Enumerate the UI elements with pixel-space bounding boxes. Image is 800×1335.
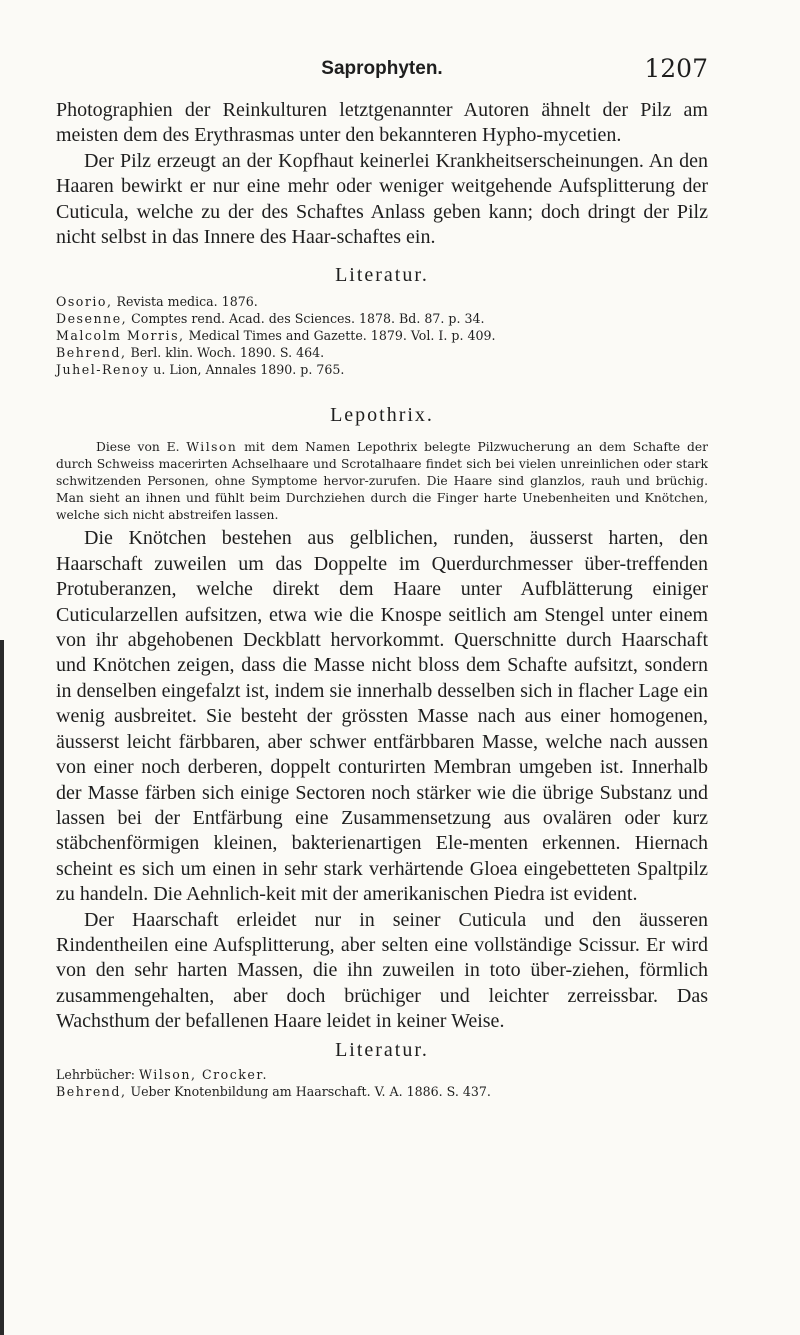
scan-edge (0, 640, 4, 1335)
paragraph: Photographien der Reinkulturen letztgenannter Autoren ähnelt der Pilz am meisten dem des Erythrasmas unter den bekannteren Hypho-mycetien. (56, 99, 708, 147)
reference: Lehrbücher: Wilson, Crocker. (56, 1066, 268, 1082)
section-heading: Literatur. (335, 264, 429, 287)
paragraph: Der Pilz erzeugt an der Kopfhaut keinerlei Krankheitserscheinungen. An den Haaren bewirkt er nur eine mehr oder weniger weitgehende Aufsplitterung der Cuticula, welche zu der des Schaftes Anlass geben kann; doch dringt der Pilz nicht selbst in das Innere des Haar-schaftes ein. (56, 149, 708, 249)
intro-paragraph: Diese von E. Wilson mit dem Namen Lepothrix belegte Pilzwucherung an dem Schafte der durch Schweiss macerirten Achselhaare und Scrotalhaare findet sich bei vielen unreinlichen oder stark schwitzenden Personen, ohne Symptome hervor-zurufen. Die Haare sind glanzlos, rauh und brüchig. Man sieht an ihnen und fühlt beim Durchziehen durch die Finger harte Unebenheiten und Knötchen, welche sich nicht abstreifen lassen. (56, 440, 708, 523)
running-title: Saprophyten. (321, 58, 443, 79)
reference: Juhel-Renoy u. Lion, Annales 1890. p. 765. (56, 362, 345, 378)
section-heading: Lepothrix. (330, 404, 434, 427)
page-number: 1207 (644, 54, 708, 83)
reference-list (56, 1066, 708, 1100)
reference: Behrend, Ueber Knotenbildung am Haarschaft. V. A. 1886. S. 437. (56, 1083, 491, 1099)
reference: Behrend, Berl. klin. Woch. 1890. S. 464. (56, 345, 325, 361)
reference: Malcolm Morris, Medical Times and Gazette. 1879. Vol. I. p. 409. (56, 328, 496, 344)
reference: Desenne, Comptes rend. Acad. des Sciences. 1878. Bd. 87. p. 34. (56, 311, 485, 327)
page-header (56, 54, 708, 88)
reference: Osorio, Revista medica. 1876. (56, 294, 258, 310)
reference-list (56, 293, 708, 378)
body-text (56, 98, 708, 1100)
paragraph: Die Knötchen bestehen aus gelblichen, runden, äusserst harten, den Haarschaft zuweilen um das Doppelte im Querdurchmesser über-treffenden Protuberanzen, welche direkt dem Haare unter Aufblätterung einiger Cuticularzellen aufsitzen, etwa wie die Knospe seitlich am Stengel unter einem von ihr abgehobenen Deckblatt hervorkommt. Querschnitte durch Haarschaft und Knötchen zeigen, dass die Masse nicht bloss dem Schafte aufsitzt, sondern in denselben eingefalzt ist, indem sie innerhalb desselben sich in flacher Lage ein wenig ausbreitet. Sie besteht der grössten Masse nach aus einer homogenen, äusserst leicht färbbaren, aber schwer entfärbbaren Masse, welche nach aussen von einer noch derberen, doppelt conturirten Membran umgeben ist. Innerhalb der Masse färben sich einige Sectoren noch stärker wie die übrige Substanz und lassen bei der Entfärbung eine Zusammensetzung aus ovalären oder kurz stäbchenförmigen kleinen, bakterienartigen Ele-menten erkennen. Hiernach scheint es sich um einen in sehr stark verhärtende Gloea eingebetteten Spaltpilz zu handeln. Die Aehnlich-keit mit der amerikanischen Piedra ist evident. (56, 527, 708, 906)
section-heading: Literatur. (335, 1038, 429, 1061)
paragraph: Der Haarschaft erleidet nur in seiner Cuticula und den äusseren Rindentheilen eine Aufsplitterung, aber selten eine vollständige Scissur. Er wird von den sehr harten Massen, die ihn zuweilen in toto über-ziehen, förmlich zusammengehalten, aber doch brüchiger und leichter zerreissbar. Das Wachsthum der befallenen Haare leidet in keiner Weise. (56, 908, 708, 1033)
